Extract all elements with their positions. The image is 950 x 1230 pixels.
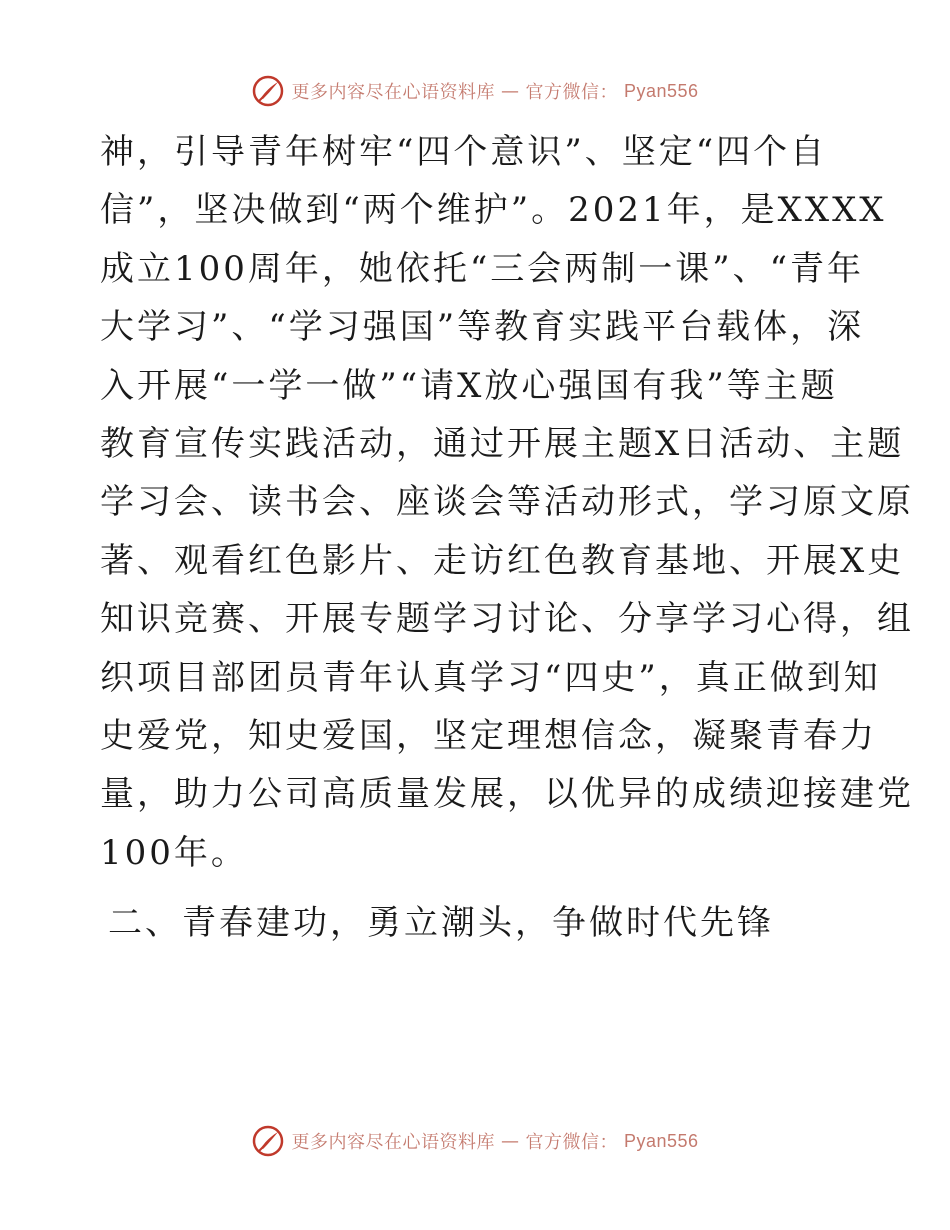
paragraph-line: 织项目部团员青年认真学习“四史”，真正做到知 [100, 657, 881, 698]
watermark-separator: — [500, 80, 520, 102]
watermark-wechat-id: Pyan556 [623, 80, 699, 101]
paragraph-line: 教育宣传实践活动，通过开展主题X日活动、主题 [100, 423, 905, 464]
paragraph-line: 学习会、读书会、座谈会等活动形式，学习原文原 [100, 482, 914, 523]
footer-watermark [0, 1121, 950, 1161]
paragraph-line: 著、观看红色影片、走访红色教育基地、开展X史 [100, 540, 905, 581]
paragraph-line: 大学习”、“学习强国”等教育实践平台载体，深 [100, 307, 865, 348]
paragraph-line: 神，引导青年树牢“四个意识”、坚定“四个自 [100, 132, 828, 172]
paragraph-line: 成立100周年，她依托“三会两制一课”、“青年 [100, 248, 865, 289]
paragraph-line: 信”，坚决做到“两个维护”。2021年，是XXXX [100, 190, 887, 231]
watermark-text: 更多内容尽在心语资料库 [291, 1132, 495, 1153]
watermark-wechat-id: Pyan556 [623, 1130, 699, 1151]
feather-seal-icon [251, 74, 285, 108]
paragraph-line: 量，助力公司高质量发展，以优异的成绩迎接建党 [100, 774, 914, 815]
section-heading: 二、青春建功，勇立潮头，争做时代先锋 [108, 903, 774, 943]
paragraph-line: 入开展“一学一做”“请X放心强国有我”等主题 [100, 365, 838, 406]
feather-seal-icon [251, 1124, 285, 1158]
paragraph-line: 100年。 [100, 832, 248, 873]
paragraph-line: 史爱党，知史爱国，坚定理想信念，凝聚青春力 [100, 715, 877, 756]
watermark-text: 更多内容尽在心语资料库 [291, 82, 495, 103]
watermark-suffix: 官方微信： [525, 82, 618, 103]
watermark-suffix: 官方微信： [525, 1132, 618, 1153]
body-paragraph [100, 123, 914, 882]
header-watermark [0, 71, 950, 111]
watermark-separator: — [500, 1130, 520, 1152]
paragraph-line: 知识竞赛、开展专题学习讨论、分享学习心得，组 [100, 599, 914, 640]
